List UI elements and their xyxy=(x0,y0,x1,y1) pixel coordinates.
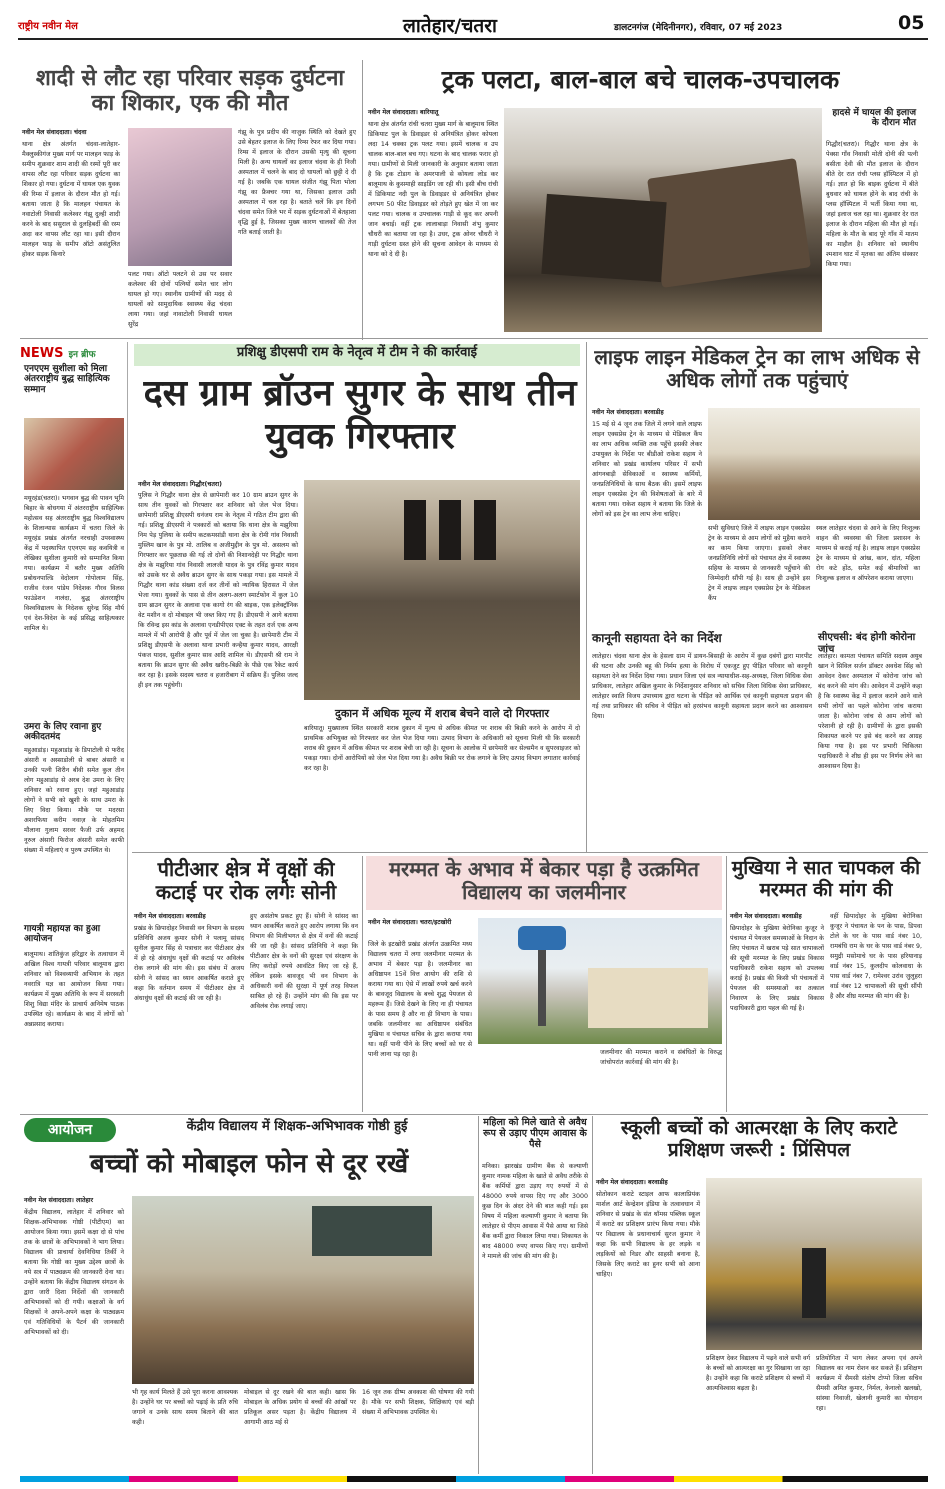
divider xyxy=(478,1116,479,1474)
story2-col1: थाना क्षेत्र अंतर्गत रांची चतरा मुख्य मार्ग के बालूमाथ स्थित डिकियाट पुल के डिवाइडर से अनियंत्रित होकर कोयला लदा 14 चक्का ट्रक पलट गया। इसमें चालक व उप चालक बाल-बाल बच गए। घटना के बाद चालक फरार हो गया। ग्रामीणों से मिली जानकारी के अनुसार बताया जाता है कि ट्रक टोडाग के अमरपाली से कोयला लोड कर बालूमाथ के कुसमाही साइडिंग जा रही थी। इसी बीच रांची में डिकियाट नदी पुल के डिवाइडर से अनियंत्रित होकर लगभग 50 फीट डिवाइडर को तोड़ते हुए खेत में जा कर पलट गया। चालक व उपचालक गाड़ी से कूद कर अपनी जान बचाई। वहीं ट्रक लालाबाड़ा निवासी शंभु कुमार चौधरी का बताया जा रहा है। उधर, ट्रक ओनर चौधरी ने गाड़ी दुर्घटना ग्रस्त होने की सूचना आवेदन के माध्यम से थाना को दे दी है। xyxy=(368,121,498,258)
paper-logo: राष्ट्रीय नवीन मेल xyxy=(18,21,78,32)
story13-col2: प्रशिक्षण देकर विद्यालय में पढ़ने वाले सभी वर्ग के बच्चों को आत्मरक्षा का गुर सिखाया जा रहा है। उन्होंने कहा कि कराटे प्रशिक्षण से बच्चों में आत्मविश्वास बढ़ता है। xyxy=(706,1355,810,1392)
divider xyxy=(20,338,928,339)
story5-byline: नवीन मेल संवाददाता। बरवाडीह xyxy=(592,409,664,416)
story13-headline: स्कूली बच्चों को आत्मरक्षा के लिए कराटे प्रशिक्षण जरूरी : प्रिंसिपल xyxy=(620,1117,898,1161)
story4-text: बारियातू। मुख्यालय स्थित सरकारी शराब दुकान में मूल्य से अधिक कीमत पर शराब की बिक्री करने के आरोप में दो प्राथमिक अभियुक्त को गिरफ्तार कर जेल भेज दिया गया। उत्पाद विभाग के अधिकारी को सूचना मिली थी कि सरकारी शराब की दुकान में अधिक कीमत पर शराब बेची जा रही है। सूचना के आलोक में छापेमारी कर सेल्समैन व सुपरवाइजर को पकड़ा गया। दोनों आरोपियों को जेल भेज दिया गया है। अवैध बिक्री पर रोक लगाने के लिए उत्पाद विभाग लगातार कार्रवाई कर रहा है। xyxy=(304,725,580,772)
brief-photo xyxy=(24,418,124,490)
divider xyxy=(726,856,727,1112)
divider xyxy=(362,60,363,340)
story11-col1: केंद्रीय विद्यालय, लातेहार में शनिवार को शिक्षक-अभिभावक गोष्ठी (पीटीएम) का आयोजन किया गया। इसमें कक्षा दो से पांच तक के छात्रों के अभिभावकों ने भाग लिया। विद्यालय की प्राचार्या देवनिधिया तिर्की ने बताया कि गोष्ठी का मुख्य उद्देश्य छात्रों के नये सत्र में पाठ्यक्रम की जानकारी देना था। उन्होंने बताया कि केंद्रीय विद्यालय संगठन के द्वारा जारी दिशा निर्देशों की जानकारी अभिभावकों को दी गयी। कक्षाओं के वर्ग शिक्षकों ने अपने-अपने कक्षा के पाठ्यक्रम एवं गतिविधियों के पैटर्न की जानकारी अभिभावकों को दी। xyxy=(24,1209,124,1336)
story8-headline: पीटीआर क्षेत्र में वृक्षों की कटाई पर रोक लगेः सोनी xyxy=(155,857,337,904)
story5-col1: 15 मई से 4 जून तक जिले में लगने वाले लाइफ लाइन एक्सप्रेस ट्रेन के माध्यम से मेडिकल कैंप का लाभ अधिक व्यक्ति तक पहुँचे इसकी लेकर उपायुक्त के निर्देश पर बीडीओ राकेश सहाय ने शनिवार को प्रखंड कार्यालय परिसर में सभी आंगनबाड़ी सेविकाओं व स्वास्थ्य कर्मियों, जनप्रतिनिधियों के साथ बैठक की। इसमें लाइफ लाइन एक्सप्रेस ट्रेन की विशेषताओं के बारे में बताया गया। राकेश सहाय ने बताया कि जिले के लोगों को इस ट्रेन का लाभ लेना चाहिए। xyxy=(592,421,702,518)
divider xyxy=(592,1116,593,1474)
story7-text: लातेहार। कामता पंचायत समिति सदस्य अयुब खान ने सिविल सर्जन डॉक्टर अवधेश सिंह को आवेदन देकर अस्पताल में कोरोना जांच को बंद करने की मांग की। आवेदन में उन्होंने कहा है कि स्वास्थ्य केंद्र में इलाज कराने आने वाले सभी लोगों का पहले कोरोना जांच कराया जाता है। कोरोना जांच से आम लोगों को परेशानी हो रही है। ग्रामीणों के द्वारा इसकी शिकायत करने पर इसे बंद करने का आग्रह किया गया है। इस पर प्रभारी चिकित्सा पदाधिकारी ने शीघ्र ही इस पर निर्णय लेने का आश्वासन दिया है। xyxy=(818,653,922,770)
story11-byline: नवीन मेल संवाददाता। लातेहार xyxy=(24,1197,94,1204)
story8-col1: प्रखंड के छिपादोहर निवासी वन विभाग के सदस्य प्रतिनिधि अजय कुमार सोनी ने पलामू सांसद सुनील कुमार सिंह से पत्राचार कर पीटीआर क्षेत्र में हो रहे अंधाधुंध वृक्षों की कटाई पर अविलंब रोक लगाने की मांग की। इस संबंध में अजय सोनी ने सांसद का ध्यान आकर्षित कराते हुए कहा कि वर्तमान समय में पीटीआर क्षेत्र में अंधाधुंध वृक्षों की कटाई की जा रही है। xyxy=(134,925,244,1002)
story10-col2: वहीं छिपादोहर के मुखिया बेरोनिका कुजूर ने पंचायत के पन के पास, डिपवा टोले के घर के पास वार्ड नंबर 10, रामबंधि राम के घर के पास वार्ड नंबर 9, समुद्री मसोमाचे घर के पास हरियानाड़ वार्ड नंबर 15, कुलदीप कोलवाधा के पास वार्ड नंबर 7, रामेश्वर उरांव जुलुहरा वार्ड नंबर 12 चापाकलों की सूची सौंपी है और शीघ्र मरम्मत की मांग की है। xyxy=(830,913,922,1000)
news-brief-box xyxy=(20,342,128,1028)
story11-kicker: केंद्रीय विद्यालय में शिक्षक-अभिभावक गोष्ठी हुई xyxy=(186,1119,408,1134)
story1-byline: नवीन मेल संवाददाता। चंदवा xyxy=(22,129,87,136)
story3-kicker: प्रशिक्षु डीएसपी राम के नेतृत्व में टीम ने की कार्रवाई xyxy=(236,345,478,360)
story6-headline: कानूनी सहायता देने का निर्देश xyxy=(592,631,722,645)
story12-headline: महिला को मिले खाते से अवैध रूप से उड़ाए पीएम आवास के पैसे xyxy=(483,1117,587,1150)
story7-headline: सीएचसी: बंद होगी कोरोना जांच xyxy=(818,632,916,655)
divider xyxy=(362,856,363,1112)
story3-text: पुलिस ने गिद्धौर थाना क्षेत्र से छापेमारी कर 10 ग्राम ब्राउन सुगर के साथ तीन युवकों को गिरफ्तार कर शनिवार को जेल भेज दिया। छापेमारी प्रशिक्षु डीएसपी धनंजय राम के नेतृत्व में गठित टीम द्वारा की गई। प्रशिक्षु डीएसपी ने पत्रकारों को बताया कि थाना क्षेत्र के मझुरिया निम पेड़ पुलिया के समीप कटकमसांडी थाना क्षेत्र के रोमी गांव निवासी मुस्लिम खान के पुत्र मो. तालिब व अजीमुद्दीन के पुत्र मो. असलम को गिरफ्तार कर पूछताछ की गई तो दोनों की निशानदेही पर गिद्धौर थाना क्षेत्र के मझुरिया गांव निवासी लालजी यादव के पुत्र रविंद्र कुमार यादव को उसके घर से अवैध ब्राउन सुगर के साथ पकड़ा गया। इस मामले में गिद्धौर थाना कांड संख्या दर्ज कर तीनों को न्यायिक हिरासत में जेल भेजा गया। युवकों के पास से तीन अलग-अलग स्मार्टफोन में कुल 10 ग्राम ब्राउन सुगर के अलावा एक कागो रंग की बाइक, एक इलेक्ट्रॉनिक वेट मशीन व दो मोबाइल भी जब्त किए गए हैं। डीएसपी ने आगे बताया कि रविन्द्र इस कांड के अलावा एनडीपीएस एक्ट के तहत दर्ज एक अन्य मामले में भी आरोपी है और पूर्व में जेल जा चुका है। छापेमारी टीम में प्रशिक्षु डीएसपी के अलावा थाना प्रभारी कन्हैया कुमार यादव, आरक्षी पंकज यादव, सुशील कुमार साव आदि शामिल थे। डीएसपी श्री राम ने बताया कि ब्राउन सुगर की अवैध खरीद-बिक्री के पीछे एक रैकेट कार्य कर रहा है। इसके सदस्य चतरा व हजारीबाग में सक्रिय हैं। पुलिस जल्द ही इन तक पहुंचेगी। xyxy=(138,492,298,689)
story13-col3: प्रतियोगिता में भाग लेकर अपना एवं अपने विद्यालय का नाम रोशन कर सकते हैं। प्रशिक्षण कार्यक्रम में सैमसी संतोष टोप्पो जिला सचिव सैमसी अमित कुमार, निर्मल, केनालो खलखो, सांस्था निवाजी, खेलानी कुमारी का योगदान रहा। xyxy=(816,1355,922,1412)
story5-col3: स्थल लातेहार चंदवा से आने के लिए निःशुल्क वाहन की व्यवस्था की जिला प्रशासन के माध्यम से कराई गई है। लाइफ लाइन एक्सप्रेस ट्रेन के माध्यम से आंख, कान, दांत, महिला रोग कटे होंठ, समेत कई बीमारियों का निःशुल्क इलाज व ऑपरेशन कराया जाएगा। xyxy=(816,525,920,582)
masthead xyxy=(18,10,928,40)
story3-headline: दस ग्राम ब्रॉउन सुगर के साथ तीन युवक गिरफ्तार xyxy=(143,373,577,458)
story11-tag: आयोजन xyxy=(24,1118,116,1142)
story13-byline: नवीन मेल संवाददाता। बरवाडीह xyxy=(596,1179,668,1186)
story8-byline: नवीन मेल संवाददाता। बरवाडीह xyxy=(134,913,206,920)
story12-text: मनिका। झारखंड ग्रामीण बैंक से कल्याणी कुमार नामक महिला के खाते से अवैध तरीके से बैंक कर्मियों द्वारा उड़ाए गए रुपयों में से 48000 रुपये वापस दिए गए और 3000 कुछ दिन के अंदर देने की बात कही गई। इस विषय में महिला कल्याणी कुमार ने बताया कि लातेहार से पीएम आवास में पैसे आया था जिसे बैंक कर्मी द्वारा निकाल लिया गया। शिकायत के बाद 48000 रुपए वापस किए गए। ग्रामीणों ने मामले की जांच की मांग की है। xyxy=(482,1163,588,1260)
news-sub: इन ब्रीफ xyxy=(68,350,96,360)
story1-photo xyxy=(128,128,232,266)
story1-col1: थाना क्षेत्र अंतर्गत चंदवा-लातेहार-मैक्लुस्कीगंज मुख्य मार्ग पर मालहन फाड़ के समीप शुक्रवार शाम शादी की रस्मों पूरी कर वापस लौट रहा परिवार सड़क दुर्घटना का शिकार हो गया। दुर्घटना में घायल एक युवक की रिम्स में इलाज के दौरान मौत हो गई। बताया जाता है कि मालहन पंचायत के नवाटोली निवासी कलेश्वर गंझू दुल्ही शादी करने के बाद ससुराल से दुलहिबर्दी की रस्म अदा कर वापस लौट रहा था। इसी दौरान मालहन फाड़ के समीप ऑटो असंतुलित होकर सड़क किनारे xyxy=(22,141,120,258)
color-registration-bar xyxy=(20,1476,928,1482)
brief-title: गायत्री महायज्ञ का हुआ आयोजन xyxy=(24,924,101,945)
story11-headline: बच्चों को मोबाइल फोन से दूर रखें xyxy=(89,1149,409,1179)
story2-byline: नवीन मेल संवाददाता। बारियातू xyxy=(368,109,439,116)
story9-photo xyxy=(478,918,722,1044)
story11-col4: 16 जून तक ग्रीष्म अवकाश की घोषणा की गयी है। मौके पर सभी शिक्षक, शिक्षिकाएं एवं बड़ी संख्या में अभिभावक उपस्थित थे। xyxy=(362,1389,474,1416)
story5-photo xyxy=(708,408,920,520)
story3-photo xyxy=(304,480,580,700)
dateline: डालटनगंज (मेदिनीनगर), रविवार, 07 मई 2023 xyxy=(614,23,783,33)
brief-text: मयूरहंड(चतरा)। भगवान बुद्ध की पावन भूमि बिहार के बोधगया में अंतरराष्ट्रीय साहित्यिक महोत्सव सह अंतरराष्ट्रीय बुद्ध विश्वविद्यालय के शिलान्यास कार्यक्रम में चतरा जिले के मयूरहंड प्रखंड अंतर्गत नरचाही उपस्वास्थ्य केंद्र में पदस्थापित एएनएम सह कवयित्री व लेखिका सुशीला कुमारी को सम्मानित किया गया। कार्यक्रम में बतौर मुख्य अतिथि प्रबोधनपाल्डि वेदोलाग गोपोलाम सिंह, राजीव रंजन पांडेय निदेशक गौरव विलस फाउंडेशन नालंदा, बुद्ध अंतरराष्ट्रीय विश्वविद्यालय के निदेशक सुरेन्द्र सिंह मौर्य एवं देश-विदेश के कई प्रसिद्ध साहित्यकार शामिल थे। xyxy=(24,495,124,632)
story1-headline: शादी से लौट रहा परिवार सड़क दुर्घटना का शिकार, एक की मौत xyxy=(35,66,345,117)
brief-title: एनएएम सुशीला को मिला अंतरराष्ट्रीय बुद्ध साहित्यिक सम्मान xyxy=(24,364,110,395)
story1-col2: पलट गया। ऑटो पलटने से उस पर सवार कलेश्वर की दोनों पत्नियों समेत चार लोग घायल हो गए। स्थानीय ग्रामीणों की मदद से घायलों को सामुदायिक स्वास्थ्य केंद्र चंदवा लाया गया। जहां नावाटोली निवासी घायल सुरेंद्र xyxy=(128,271,232,328)
story9-text2: जलमीनार की मरम्मत कराने व संबंधितों के विरुद्ध जांचोपरांत कार्रवाई की मांग की है। xyxy=(600,1049,722,1066)
divider xyxy=(132,852,928,853)
story5-col2: सभी सुविधाएं जिले में लाइफ लाइन एक्सप्रेस ट्रेन के माध्यम से आम लोगों को मुहैया कराने का काम किया जाएगा। इसको लेकर जनप्रतिनिधि लोगों को पंचायत क्षेत्र में स्वास्थ्य सहिया के माध्यम से जानकारी पहुँचाने की जिम्मेदारी सौंपी गई है। साथ ही उन्होंने इस ट्रेन में लाइफ लाइन एक्सप्रेस ट्रेन के मेडिकल कैंप xyxy=(708,525,810,602)
page-number: 05 xyxy=(898,12,925,34)
story10-col1: छिपादोहर के मुखिया बेरोनिका कुजूर ने पंचायत में पेयजल समस्याओं के निदान के लिए पंचायत में खराब पड़े सात चापाकलों की सूची मरम्मत के लिए प्रखंड विकास पदाधिकारी राकेश सहाय को उपलब्ध कराई है। प्रखंड की किसी भी पंचायतों में पेयजल की समस्याओं का तत्काल निवारण के लिए प्रखंड विकास पदाधिकारी द्वारा पहल की गई है। xyxy=(730,925,824,1012)
story11-col2: भी गृह कार्य मिलते हैं उसे पूरा करना आवश्यक है। उन्होंने घर पर बच्चों को पढ़ाई के प्रति रुचि जगाने व उनके साथ समय बिताने की बात कही। xyxy=(132,1389,238,1426)
story13-col1: सोतोकान कराटे स्टाइल आफ कालाप्रियंक मार्शल आर्ट केन्द्रेशन इंडिया के तत्वावधान में शनिवार से प्रखंड के संत थॉमस पब्लिक स्कूल में कराटे का प्रशिक्षण प्रारंभ किया गया। मौके पर विद्यालय के प्रधानाचार्य सुरज कुमार ने कहा कि सभी विद्यालय के हर लड़के व लड़कियों को निडर और साहसी बनाना है, जिसके लिए कराटे का हुनर सभी को आना चाहिए। xyxy=(596,1191,700,1278)
story9-byline: नवीन मेल संवाददाता। चतरा/इटखोरी xyxy=(368,919,452,926)
brief-text: बालूमाथ। शांतिकुंज हरिद्वार के तत्वाधान में अखिल विश्व गायत्री परिवार बालूमाथ द्वारा शनिवार को विश्वव्यापी अभियान के तहत नवरात्रि यज्ञ का आयोजन किया गया। कार्यक्रम में मुख्य अतिथि के रूप में सरस्वती शिशु विद्या मंदिर के प्राचार्य अनिमेष पाठक उपस्थित रहे। कार्यक्रम के बाद में लोगों को अन्नप्रसाद कराया। xyxy=(24,951,124,1028)
story9-text: जिले के इटखोरी प्रखंड अंतर्गत उत्क्रमित मध्य विद्यालय चतरा में लगा जलमीनार मरम्मत के अभाव में बेकार पड़ा है। जलमीनार का अधिष्ठापन 15वें वित्त आयोग की राशि से कराया गया था। ऐसे में लाखों रुपये खर्च करने के बावजूद विद्यालय के बच्चे शुद्ध पेयजल से महरूम हैं। जिसे देखने के लिए ना ही पंचायत के पास समय है और ना ही विभाग के पास। जबकि जलमीनार का अधिष्ठापन संबंधित मुखिया व पंचायत सचिव के द्वारा कराया गया था। वहीं पानी पीने के लिए बच्चों को घर से पानी लाना पड़ रहा है। xyxy=(368,941,472,1058)
story11-col3: मोबाइल से दूर रखने की बात कही। खास कि मोबाइल के अधिक प्रयोग से बच्चों की आंखों पर प्रतिकूल असर पड़ता है। केंद्रीय विद्यालय में आगामी आठ मई से xyxy=(244,1389,356,1426)
story3-byline: नवीन मेल संवाददाता। गिद्धौर(चतरा) xyxy=(138,481,223,488)
story2-headline: ट्रक पलटा, बाल-बाल बचे चालक-उपचालक xyxy=(441,65,840,94)
story13-photo xyxy=(706,1178,922,1350)
news-label: NEWS xyxy=(20,346,64,361)
story2-side-title: हादसे में घायल की इलाज के दौरान मौत xyxy=(832,108,916,129)
story1-col3: गंझू के पुत्र प्रदीप की नाजुक स्थिति को देखते हुए उसे बेहतर इलाज के लिए रिम्स रेफर कर दिया गया। रिम्स में इलाज के दौरान उसकी मृत्यु की सूचना मिली है। अन्य घायलों का इलाज चंदवा के ही निजी अस्पताल में चलने के बाद दो घायलों को छुट्टी दे दी गई है। जबकि एक घायल संजीत गंझू पिता भोला गंझू का फ्रैक्चर गया था, जिसका इलाज उसी अस्पताल में चल रहा है। बताते चलें कि इन दिनों चंदवा समेत जिले भर में सड़क दुर्घटनाओं में बेतहाशा वृद्धि हुई है, जिसका मुख्य कारण चालकों की तेज गति बताई जाती है। xyxy=(238,129,356,236)
story9-headline: मरम्मत के अभाव में बेकार पड़ा है उत्क्रमित विद्यालय का जलमीनार xyxy=(389,857,699,904)
divider xyxy=(20,1114,928,1115)
section-name: लातेहार/चतरा xyxy=(403,15,497,37)
story2-photo-truck xyxy=(504,108,822,332)
story8-col2: हुए असंतोष प्रकट हुए हैं। सोनी ने सांसद का ध्यान आकर्षित कराते हुए आरोप लगाया कि वन विभाग की मिलीभगत से क्षेत्र में वनों की कटाई की जा रही है। सांसद प्रतिनिधि ने कहा कि पीटीआर क्षेत्र के वनों की सुरक्षा एवं संरक्षण के लिए करोड़ों रुपये आवंटित किए जा रहे हैं, लेकिन इसके बावजूद भी वन विभाग के अधिकारी वनों की सुरक्षा में पूर्ण तरह विफल साबित हो रहे हैं। उन्होंने मांग की कि इस पर अविलंब रोक लगाई जाए। xyxy=(250,913,358,1010)
story10-headline: मुखिया ने सात चापकल की मरम्मत की मांग की xyxy=(731,857,921,901)
brief-text: महुआडांड़। महुआडांड़ के डिपाटोली से फरीद अंसारी व अस्साडोली से बाबर अंसारी व उनकी पत्नी शिरीन बीवी समेत कुल तीन लोग महुआडांड़ से अरब देश उमरा के लिए शनिवार को रवाना हुए। जहां महुआडांड़ लोगों ने सभी को खुशी के साथ उमरा के लिए विदा किया। मौके पर मदरसा अशरफिया करीम नवाज़ के मोहतमिम मौलाना गुलाम सरवर फैजी उर्फ अहमद नूरुल अंसारी फिरोज अंसारी समेत काफी संख्या में महिलाएं व पुरुष उपस्थित थे। xyxy=(24,747,124,854)
story10-byline: नवीन मेल संवाददाता। बरवाडीह xyxy=(730,913,802,920)
story4-headline: दुकान में अधिक मूल्य में शराब बेचने वाले दो गिरफ्तार xyxy=(335,707,549,720)
story6-text: लातेहार। चंदवा थाना क्षेत्र के हेसला ग्राम में डायन-बिसाही के आरोप में कुछ दबंगों द्वारा मारपीट की घटना और उनकी बहू की निर्मम हत्या के विरोध में एकजुट हुए पीड़ित परिवार को कानूनी सहायता देने का निर्देश दिया गया। प्रधान जिला एवं सत्र न्यायाधीश-सह-अध्यक्ष, जिला विधिक सेवा प्राधिकार, लातेहार अखिल कुमार के निर्देशानुसार शनिवार को सचिव जिला विधिक सेवा प्राधिकार, लातेहार स्वाति विजय उपाध्याय द्वारा घटना के पीड़ित को आर्थिक एवं कानूनी सहायता प्रदान की गई तथा प्राधिकार की सचिव ने पीड़ित को हरसंभव कानूनी सहायता प्रदान करने का आश्वासन दिया। xyxy=(592,653,812,720)
story11-photo xyxy=(132,1196,474,1384)
story2-side-text: गिद्धौर(चतरा)। गिद्धौर थाना क्षेत्र के पेक्सा गाँव निवासी मोती दोनी की पत्नी बसीता देवी की मौत इलाज के दौरान बीते देर रात रांची प्लस हॉस्पिटल में हो गई। ज्ञात हो कि बाइक दुर्घटना में बीते बुधवार को घायल होने के बाद रांची के प्लस हॉस्पिटल में भर्ती किया गया था, जहां इलाज चल रहा था। शुक्रवार देर रात इलाज के दौरान महिला की मौत हो गई। महिला के मौत के बाद पूरे गाँव में मातम का माहौल है। शनिवार को स्थानीय श्मशान घाट में मृतका का अंतिम संस्कार किया गया। xyxy=(826,141,918,268)
brief-title: उमरा के लिए रवाना हुए अकीदतमंद xyxy=(24,722,102,743)
divider xyxy=(586,342,587,852)
story5-headline: लाइफ लाइन मेडिकल ट्रेन का लाभ अधिक से अधिक लोगों तक पहुंचाएं xyxy=(594,345,920,392)
